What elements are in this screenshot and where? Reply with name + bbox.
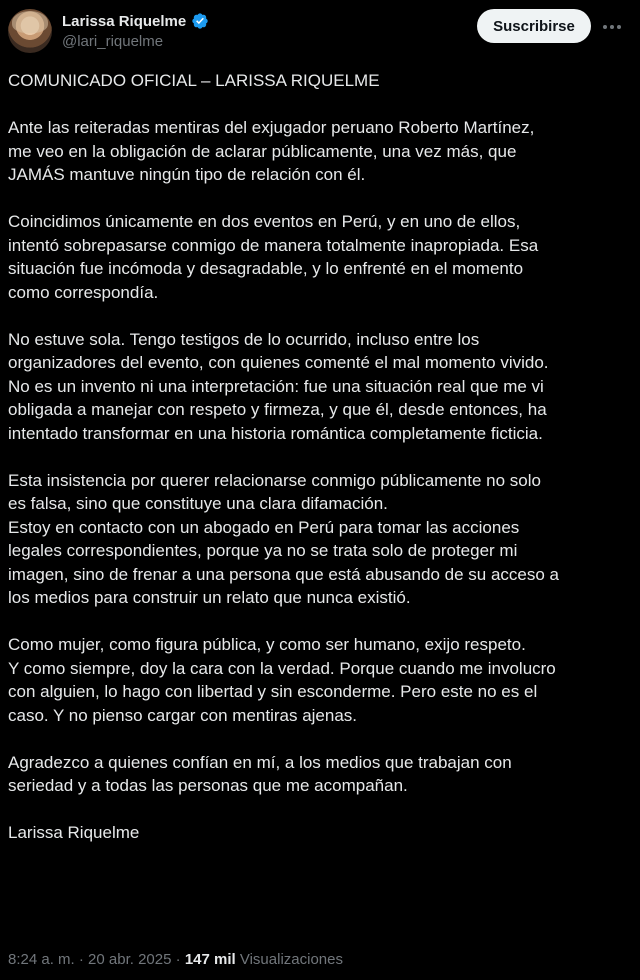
meta-separator: · [78,951,84,968]
views-label: Visualizaciones [239,951,343,968]
verified-badge-icon [191,12,209,30]
tweet-paragraph: No estuve sola. Tengo testigos de lo ocurrido, incluso entre los organizadores del evento, con quienes comenté el mal momento vivido. No es un invento ni una interpretación: fue una situación real que me vi obligada a manejar con respeto y firmeza, y que él, desde entonces, ha intentado transformar en una historia romántica completamente ficticia. [8,329,549,443]
tweet-paragraph: Como mujer, como figura pública, y como ser humano, exijo respeto. Y como siempre, doy la cara con la verdad. Porque cuando me involucro con alguien, lo hago con libertad y sin esconderme. Pero este no es el caso. Y no pienso cargar con mentiras ajenas. [8,635,556,725]
tweet-header [0,0,640,60]
tweet-text [8,69,634,868]
tweet-paragraph: Esta insistencia por querer relacionarse conmigo públicamente no solo es falsa, sino que constituye una clara difamación. Estoy en contacto con un abogado en Perú para tomar las acciones legales correspondientes, porque ya no se trata solo de proteger mi imagen, sino de frenar a una persona que está abusando de su acceso a los medios para construir un relato que nunca existió. [8,470,559,607]
tweet-date[interactable]: 20 abr. 2025 [88,951,172,968]
tweet-paragraph: Coincidimos únicamente en dos eventos en Perú, y en uno de ellos, intentó sobrepasarse conmigo de manera totalmente inapropiada. Esa situación fue incómoda y desagradable, y lo enfrenté en el momento como correspondía. [8,212,539,302]
author-handle[interactable]: @lari_riquelme [62,33,164,50]
tweet-paragraph: Ante las reiteradas mentiras del exjugador peruano Roberto Martínez, me veo en la obligación de aclarar públicamente, una vez más, que JAMÁS mantuve ningún tipo de relación con él. [8,118,535,184]
more-horizontal-icon[interactable] [600,15,624,39]
subscribe-button[interactable]: Suscribirse [477,9,591,43]
tweet-signature: Larissa Riquelme [8,823,140,842]
meta-separator: · [175,951,181,968]
views-count: 147 mil [184,951,236,968]
tweet-meta [8,951,343,968]
author-name-row [62,12,209,30]
avatar-hair [12,11,48,33]
tweet-time[interactable]: 8:24 a. m. [8,951,75,968]
tweet-paragraph-title: COMUNICADO OFICIAL – LARISSA RIQUELME [8,71,380,90]
avatar[interactable] [8,9,52,53]
author-display-name[interactable]: Larissa Riquelme [62,12,187,30]
tweet-paragraph: Agradezco a quienes confían en mí, a los medios que trabajan con seriedad y a todas las personas que me acompañan. [8,752,512,795]
